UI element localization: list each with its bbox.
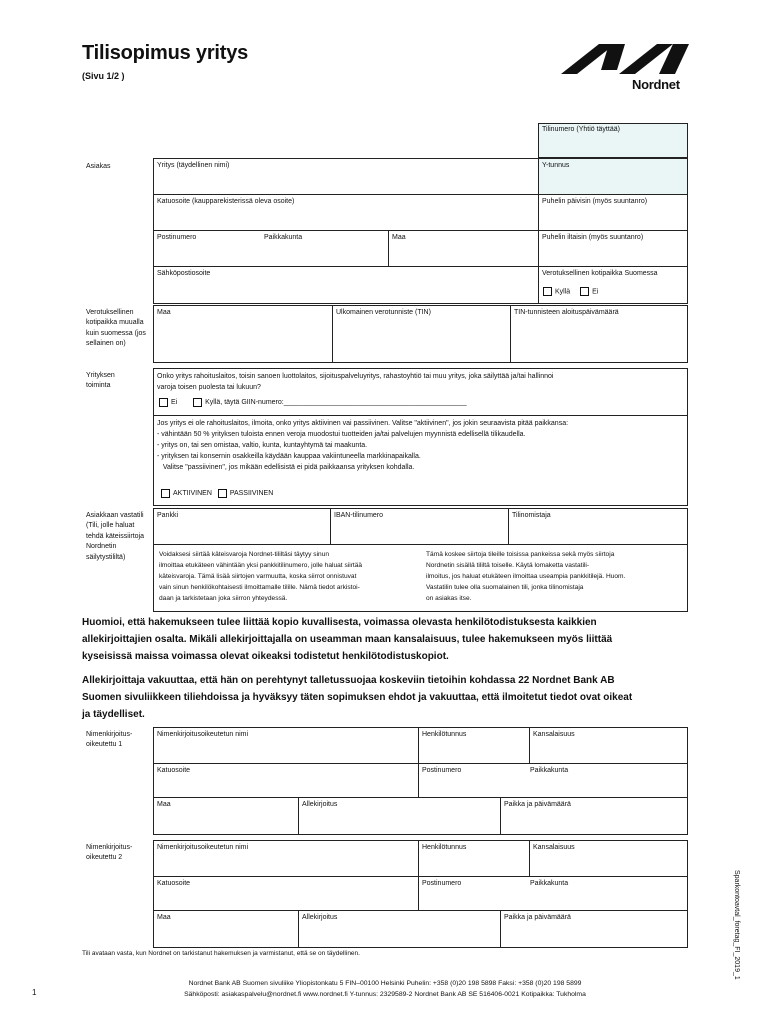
bank-info-left-2: käteisvaroja. Tämä lisää siirtojen varmuutta, koska siirrot onnistuvat xyxy=(159,573,357,580)
nordnet-logo-icon xyxy=(561,40,691,82)
declaration-line-0: Allekirjoittaja vakuuttaa, että hän on perehtynyt talletussuojaa koskeviin tietoihin kohdassa 22 Nordnet Bank AB xyxy=(82,675,615,686)
sig1-signature-label: Allekirjoitus xyxy=(302,801,338,808)
phone-evening-label: Puhelin iltaisin (myös suuntanro) xyxy=(542,234,644,241)
country-label: Maa xyxy=(392,234,406,241)
fi-no-label: Ei xyxy=(171,399,178,406)
notice-line-2: kyseisissä maissa voimassa olevat oikeaksi todistetut henkilötodistuskopiot. xyxy=(82,651,449,662)
signatory-1-section-label: Nimenkirjoitus- oikeutettu 1 xyxy=(86,731,133,749)
active-checkbox[interactable] xyxy=(161,489,170,498)
business-activity-section-label: Yrityksen toiminta xyxy=(86,372,115,390)
bank-label: Pankki xyxy=(157,512,179,519)
declaration-line-1: Suomen sivuliikkeen tiliehdoissa ja hyväksyy täten sopimuksen ehdot ja vakuuttaa, että ilmoitetut tiedot ovat oikeat xyxy=(82,692,633,703)
sig2-place-date-label: Paikka ja päivämäärä xyxy=(504,914,571,921)
sig2-country-label: Maa xyxy=(157,914,171,921)
tax-domicile-options xyxy=(543,287,598,297)
notice-line-1: allekirjoittajien osalta. Mikäli allekirjoittajalla on useamman maan kansalaisuus, tulee hakemukseen myös liittää xyxy=(82,634,613,645)
sig2-citizenship-label: Kansalaisuus xyxy=(533,844,575,851)
bank-info-left-3: vain sinun henkilökohtaisesti ilmoittamalle tilille. Nämä tiedot arkistoi- xyxy=(159,584,360,591)
sig1-street-field[interactable] xyxy=(153,763,419,798)
page-subtitle: (Sivu 1/2 ) xyxy=(82,71,125,81)
side-code-text: Sparkontoavtal_foretag_FI_2019_1 xyxy=(733,870,740,980)
page-number: 1 xyxy=(32,988,37,997)
sig2-personal-id-label: Henkilötunnus xyxy=(422,844,467,851)
active-label: AKTIIVINEN xyxy=(173,490,212,497)
bank-info-right-4: on asiakas itse. xyxy=(426,595,472,602)
side-code xyxy=(730,870,744,990)
city-label: Paikkakunta xyxy=(264,234,303,241)
postal-code-label: Postinumero xyxy=(157,234,197,241)
logo-text: Nordnet xyxy=(632,77,680,92)
bank-field[interactable] xyxy=(153,508,331,545)
sig1-country-label: Maa xyxy=(157,801,171,808)
business-id-label: Y-tunnus xyxy=(542,162,570,169)
tax-domicile-yes-label: Kyllä xyxy=(555,288,571,296)
bank-info-right-2: ilmoitus, jos haluat etukäteen ilmoittaa useampia pankkitilejä. Huom. xyxy=(426,573,626,580)
iban-label: IBAN-tilinumero xyxy=(334,512,384,519)
sig1-place-date-label: Paikka ja päivämäärä xyxy=(504,801,571,808)
fi-giin-label: Kyllä, täytä GIIN-numero:_______________________________________________ xyxy=(205,399,467,406)
active-line-2: - yritys on, tai sen omistaa, valtio, kunta, kuntayhtymä tai maakunta. xyxy=(157,442,368,449)
sig1-citizenship-label: Kansalaisuus xyxy=(533,731,575,738)
sig1-city-label: Paikkakunta xyxy=(530,767,569,774)
sig1-postal-label: Postinumero xyxy=(422,767,462,774)
bank-account-section-label: Asiakkaan vastatili (Tili, jolle haluat tehdä käteissiirtoja Nordnetin säilytystililtä) xyxy=(86,512,144,561)
active-line-1: - vähintään 50 % yrityksen tuloista ennen veroja muodostui tuotteiden ja/tai palvelujen myynnistä edellisellä tilikaudella. xyxy=(157,431,526,438)
country-field[interactable] xyxy=(388,230,539,267)
fi-no-checkbox[interactable] xyxy=(159,398,168,407)
phone-day-label: Puhelin päivisin (myös suuntanro) xyxy=(542,198,648,205)
sig2-postal-label: Postinumero xyxy=(422,880,462,887)
tax-domicile-yes-checkbox[interactable] xyxy=(543,287,552,296)
foreign-tax-section-label: Verotuksellinen kotipaikka muualla kuin suomessa (jos sellainen on) xyxy=(86,309,146,348)
bank-info-right-1: Nordnetin sisällä tililtä toiselle. Käytä lomaketta vastatili- xyxy=(426,562,590,569)
sig2-country-field[interactable] xyxy=(153,910,299,948)
sig2-name-label: Nimenkirjoitusoikeutetun nimi xyxy=(157,844,249,851)
customer-section-label: Asiakas xyxy=(86,163,111,170)
declaration-line-2: ja täydelliset. xyxy=(82,709,145,720)
foreign-country-field[interactable] xyxy=(153,305,333,363)
signatory-2-section-label: Nimenkirjoitus- oikeutettu 2 xyxy=(86,844,133,862)
bank-info-left-1: ilmoittaa etukäteen vähintään yksi pankkitilinumero, jolle haluat siirtää xyxy=(159,562,363,569)
footnote: Tili avataan vasta, kun Nordnet on tarkistanut hakemuksen ja varmistanut, että se on täydellinen. xyxy=(82,950,360,957)
passive-checkbox[interactable] xyxy=(218,489,227,498)
company-name-label: Yritys (täydellinen nimi) xyxy=(157,162,230,169)
email-field[interactable] xyxy=(153,266,539,304)
tin-label: Ulkomainen verotunniste (TIN) xyxy=(336,309,431,316)
tin-start-label: TIN-tunnisteen aloituspäivämäärä xyxy=(514,309,619,316)
sig1-country-field[interactable] xyxy=(153,797,299,835)
tax-domicile-no-label: Ei xyxy=(592,288,599,296)
account-number-label: Tilinumero (Yhtiö täyttää) xyxy=(542,126,620,133)
bank-info-right-3: Vastatilin tulee olla suomalainen tili, jonka tilinomistaja xyxy=(426,584,584,591)
active-line-0: Jos yritys ei ole rahoituslaitos, ilmoita, onko yritys aktiivinen vai passiivinen. Valitse "aktiivinen", jos jokin seuraavista pitää paikkansa: xyxy=(157,420,569,427)
bank-info-left-0: Voidaksesi siirtää käteisvaroja Nordnet-tililtäsi täytyy sinun xyxy=(159,551,330,558)
footer-line-0: Nordnet Bank AB Suomen sivuliike Yliopistonkatu 5 FIN–00100 Helsinki Puhelin: +358 (0)20 198 5898 Faksi: +358 (0)20 198 5899 xyxy=(188,980,582,987)
street-address-label: Katuosoite (kaupparekisterissä oleva osoite) xyxy=(157,198,295,205)
foreign-country-label: Maa xyxy=(157,309,171,316)
financial-institution-options xyxy=(159,397,467,408)
fi-yes-giin-checkbox[interactable] xyxy=(193,398,202,407)
footer-line-1: Sähköposti: asiakaspalvelu@nordnet.fi www.nordnet.fi Y-tunnus: 2329589-2 Nordnet Bank AB SE 516406-0021 Kotipaikka: Tukholma xyxy=(184,991,586,998)
account-holder-label: Tilinomistaja xyxy=(512,512,551,519)
page-title: Tilisopimus yritys xyxy=(82,42,249,64)
passive-label: PASSIIVINEN xyxy=(229,490,274,497)
sig1-street-label: Katuosoite xyxy=(157,767,191,774)
bank-info-left-4: daan ja tarkistetaan joka siirron yhteydessä. xyxy=(159,595,288,602)
active-passive-options xyxy=(161,488,273,499)
sig2-signature-label: Allekirjoitus xyxy=(302,914,338,921)
bank-info-right-0: Tämä koskee siirtoja tileille toisissa pankeissa sekä myös siirtoja xyxy=(426,551,615,558)
email-label: Sähköpostiosoite xyxy=(157,270,211,277)
active-line-4: Valitse "passiivinen", jos mikään edellisistä ei pidä paikkaansa yrityksen kohdalla. xyxy=(157,464,415,471)
sig1-personal-id-label: Henkilötunnus xyxy=(422,731,467,738)
tax-domicile-label: Verotuksellinen kotipaikka Suomessa xyxy=(542,270,658,277)
sig2-city-label: Paikkakunta xyxy=(530,880,569,887)
notice-line-0: Huomioi, että hakemukseen tulee liittää kopio kuvallisesta, voimassa olevasta henkilötodistuksesta kaikkien xyxy=(82,617,597,628)
sig2-street-label: Katuosoite xyxy=(157,880,191,887)
tax-domicile-no-checkbox[interactable] xyxy=(580,287,589,296)
sig1-name-label: Nimenkirjoitusoikeutetun nimi xyxy=(157,731,249,738)
sig2-street-field[interactable] xyxy=(153,876,419,911)
financial-institution-question: Onko yritys rahoituslaitos, toisin sanoen luottolaitos, sijoituspalveluyritys, rahastoyhtiö tai muu yritys, joka säilyttää ja/tai hallinnoi varoja toisen puolesta tai lukuun? xyxy=(157,373,554,392)
active-line-3: - yrityksen tai konsernin osakkeilla käydään kauppaa vakiintuneella markkinapaikalla. xyxy=(157,453,421,460)
